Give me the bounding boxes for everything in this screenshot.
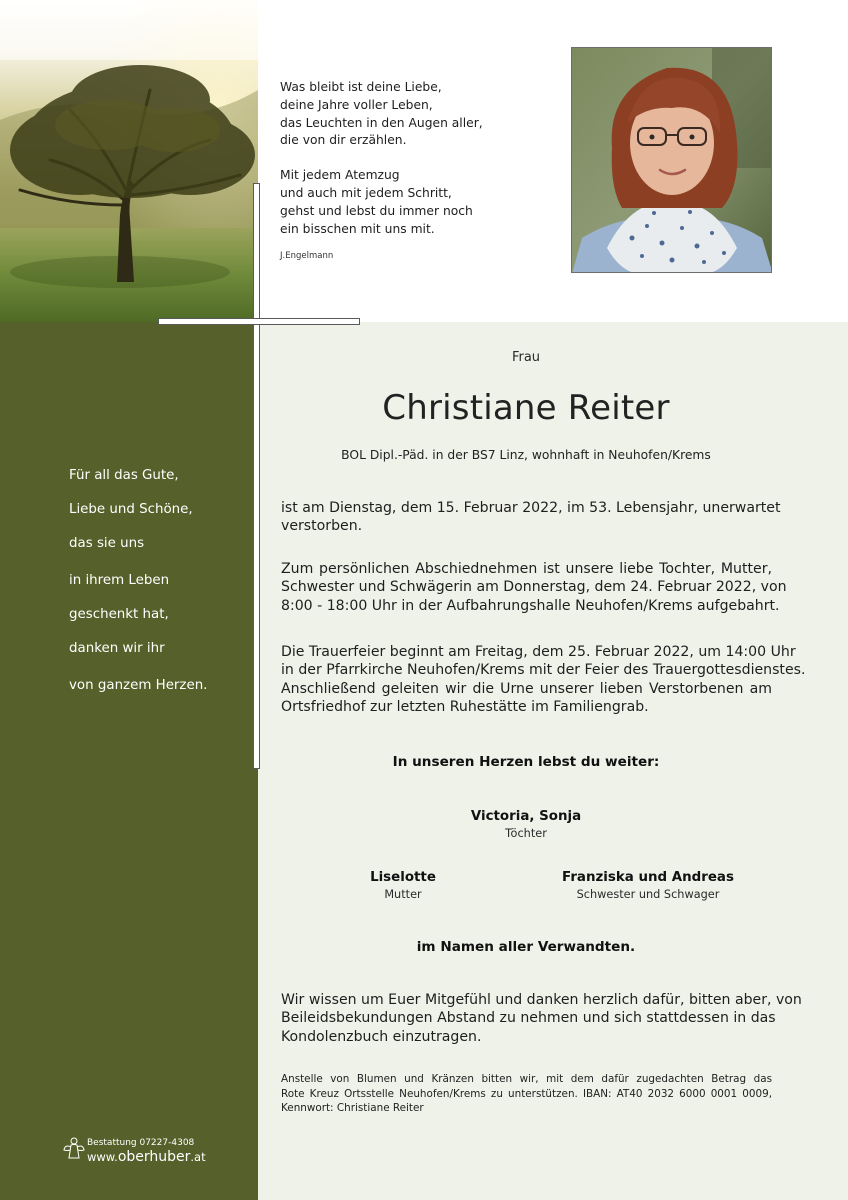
death-paragraph: [281, 499, 781, 536]
text-line: Anstelle von Blumen und Kränzen bitten wir, mit dem dafür zugedachten Betrag das: [281, 1073, 772, 1085]
logo-www: www.: [87, 1150, 118, 1164]
deceased-subtitle: BOL Dipl.-Päd. in der BS7 Linz, wohnhaft in Neuhofen/Krems: [341, 448, 711, 462]
donation-note: [281, 1072, 772, 1116]
mourner-siblings: [558, 870, 738, 901]
text-line: Beileidsbekundungen Abstand zu nehmen und sich stattdessen in das: [281, 1010, 776, 1027]
mourner-relation: Töchter: [505, 827, 547, 840]
poem-line: und auch mit jedem Schritt,: [280, 185, 452, 200]
text-line: Kennwort: Christiane Reiter: [281, 1102, 424, 1114]
ceremony-paragraph: [281, 643, 806, 717]
sidebar-poem-line: von ganzem Herzen.: [69, 678, 208, 693]
logo-website[interactable]: [87, 1149, 206, 1165]
text-line: Ortsfriedhof zur letzten Ruhestätte im Familiengrab.: [281, 699, 649, 716]
poem-stanza-2: [280, 167, 550, 238]
cross-horizontal-bar: [158, 318, 360, 325]
condolence-paragraph: [281, 991, 802, 1046]
closing-line: im Namen aller Verwandten.: [416, 939, 636, 955]
mourner-name: Franziska und Andreas: [562, 870, 734, 885]
text-line: Zum persönlichen Abschiednehmen ist unsere liebe Tochter, Mutter,: [281, 561, 772, 577]
sidebar-poem-line: Für all das Gute,: [69, 468, 179, 483]
poem-line: ein bisschen mit uns mit.: [280, 221, 435, 236]
sidebar: [0, 322, 258, 1200]
sidebar-poem-line: Liebe und Schöne,: [69, 502, 193, 517]
poem-author: J.Engelmann: [280, 251, 334, 261]
poem-line: Mit jedem Atemzug: [280, 168, 400, 183]
cross-junction: [254, 319, 259, 324]
mourner-name: Liselotte: [370, 870, 436, 885]
mourner-daughters: [258, 809, 794, 840]
mourner-relation: Mutter: [384, 888, 422, 901]
mourners-heading: In unseren Herzen lebst du weiter:: [392, 754, 660, 770]
text-line: Wir wissen um Euer Mitgefühl und danken herzlich dafür, bitten aber, von: [281, 992, 802, 1008]
logo-tld: .at: [190, 1150, 206, 1164]
poem-line: gehst und lebst du immer noch: [280, 203, 473, 218]
sidebar-poem-line: in ihrem Leben: [69, 573, 170, 588]
text-line: Schwester und Schwägerin am Donnerstag, dem 24. Februar 2022, von: [281, 579, 787, 596]
sidebar-poem-line: danken wir ihr: [69, 641, 165, 656]
salutation: Frau: [511, 350, 541, 365]
text-line: 8:00 - 18:00 Uhr in der Aufbahrungshalle Neuhofen/Krems aufgebahrt.: [281, 597, 780, 614]
text-line: Die Trauerfeier beginnt am Freitag, dem 25. Februar 2022, um 14:00 Uhr: [281, 644, 796, 660]
mourner-mother: [343, 870, 463, 901]
mourner-name: Victoria, Sonja: [470, 809, 582, 824]
logo-phone: Bestattung 07227-4308: [87, 1138, 195, 1148]
poem-line: die von dir erzählen.: [280, 133, 407, 148]
text-line: Anschließend geleiten wir die Urne unserer lieben Verstorbenen am: [281, 680, 772, 697]
tree-landscape-photo: [0, 0, 258, 322]
angel-icon: [63, 1136, 85, 1166]
text-line: in der Pfarrkirche Neuhofen/Krems mit der Feier des Trauergottesdienstes.: [281, 662, 806, 679]
text-line: Rote Kreuz Ortsstelle Neuhofen/Krems zu unterstützen. IBAN: AT40 2032 6000 0001 0009,: [281, 1087, 772, 1100]
poem-line: deine Jahre voller Leben,: [280, 97, 433, 112]
cross-vertical-bar: [253, 183, 260, 769]
mourner-relation: Schwester und Schwager: [576, 888, 720, 901]
poem-stanza-1: [280, 79, 550, 150]
farewell-paragraph: [281, 560, 787, 615]
portrait-photo: [571, 47, 772, 273]
text-line: verstorben.: [281, 518, 363, 535]
text-line: Kondolenzbuch einzutragen.: [281, 1028, 482, 1045]
poem-line: das Leuchten in den Augen aller,: [280, 115, 483, 130]
deceased-name: Christiane Reiter: [382, 388, 670, 428]
poem-line: Was bleibt ist deine Liebe,: [280, 80, 442, 94]
logo-brand: oberhuber: [117, 1149, 191, 1165]
sidebar-poem-line: das sie uns: [69, 536, 145, 551]
poem: [280, 79, 550, 255]
text-line: ist am Dienstag, dem 15. Februar 2022, im 53. Lebensjahr, unerwartet: [281, 500, 781, 516]
sidebar-poem-line: geschenkt hat,: [69, 607, 169, 622]
